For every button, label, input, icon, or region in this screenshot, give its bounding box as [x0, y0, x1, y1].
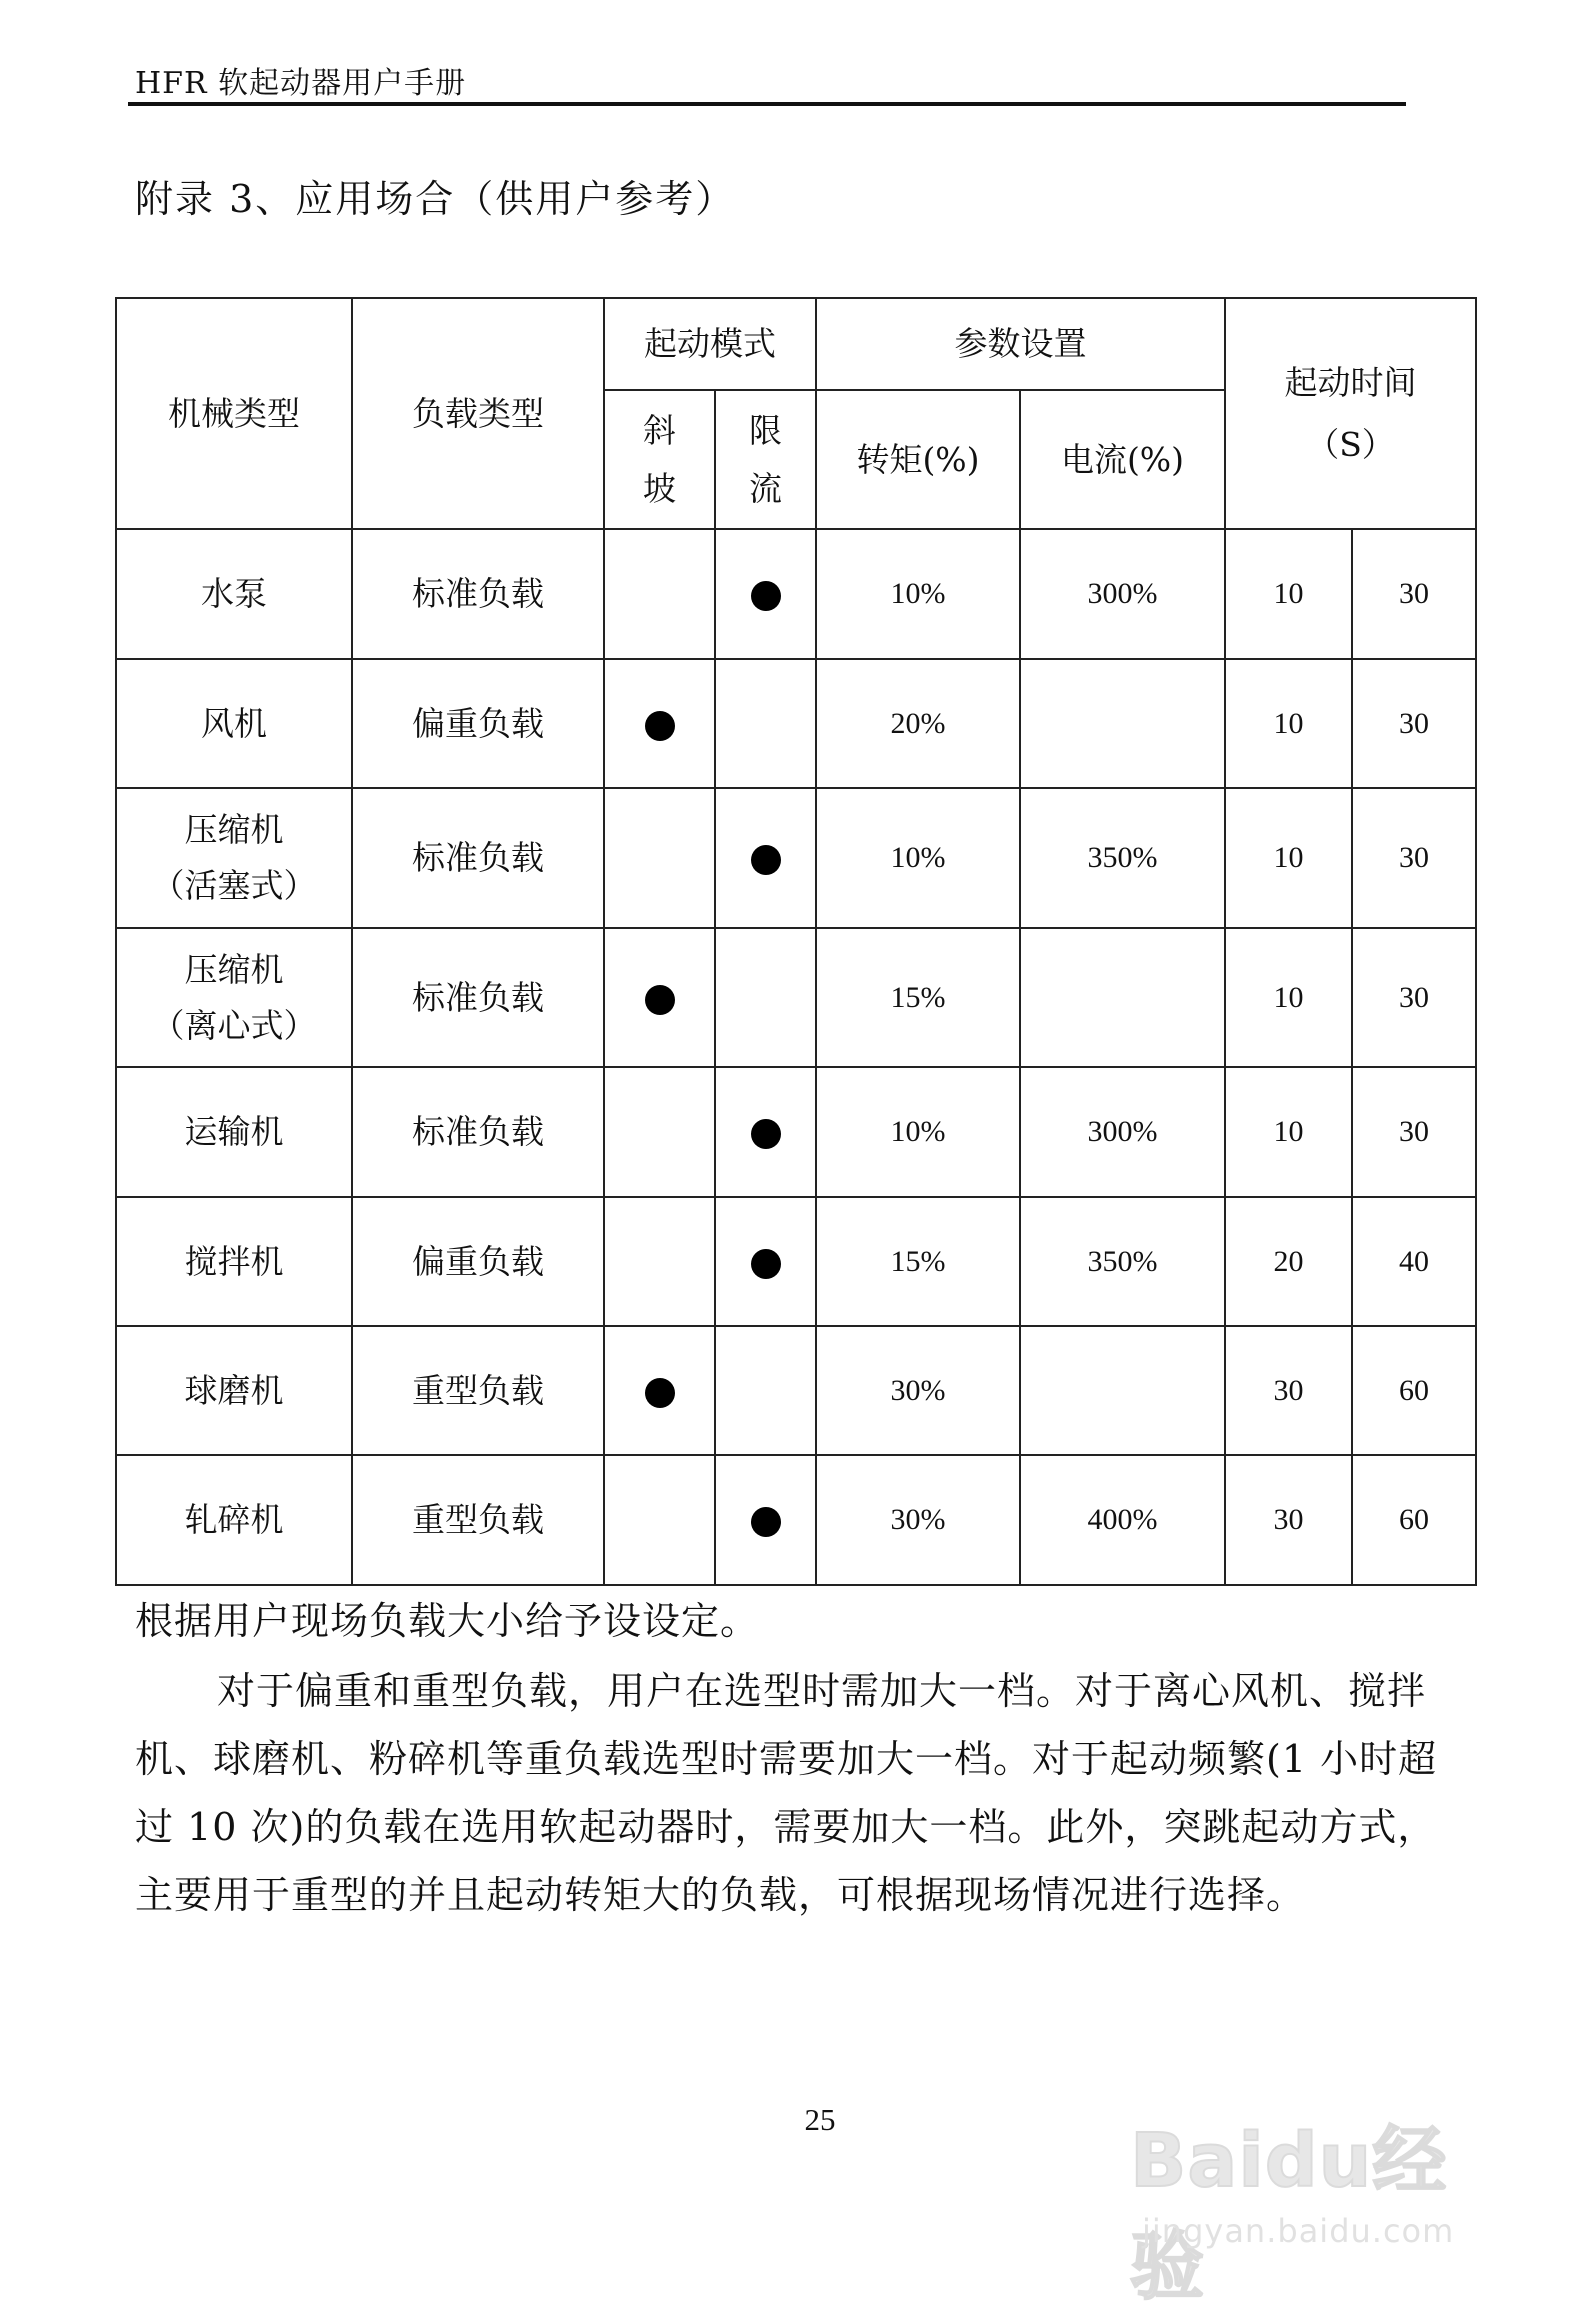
machine-name: 水泵 [201, 574, 267, 614]
cell-current [1020, 1326, 1225, 1455]
selected-dot-icon [751, 1249, 781, 1279]
cell-mode-ramp [604, 659, 715, 788]
cell-start-time-min: 10 [1225, 659, 1352, 788]
table-row [116, 928, 1476, 1067]
header-mode-ramp-line2: 坡 [643, 468, 676, 508]
cell-mode-limit [715, 529, 816, 659]
cell-torque: 15% [816, 928, 1020, 1067]
cell-start-time-min: 10 [1225, 1067, 1352, 1197]
header-rule [128, 102, 1406, 106]
cell-start-time-min: 30 [1225, 1326, 1352, 1455]
page-number: 25 [804, 2102, 836, 2137]
cell-mode-ramp [604, 1455, 715, 1585]
cell-machine-type [116, 928, 352, 1067]
cell-load-type: 重型负载 [352, 1455, 604, 1585]
header-params: 参数设置 [816, 298, 1225, 390]
selected-dot-icon [645, 985, 675, 1015]
cell-mode-ramp [604, 788, 715, 928]
cell-torque: 15% [816, 1197, 1020, 1326]
cell-machine-type [116, 659, 352, 788]
cell-start-time-min: 10 [1225, 788, 1352, 928]
cell-torque: 10% [816, 1067, 1020, 1197]
header-load-type: 负载类型 [352, 298, 604, 529]
cell-start-time-max: 60 [1352, 1326, 1476, 1455]
header-torque: 转矩(%) [816, 390, 1020, 529]
cell-mode-limit [715, 1067, 816, 1197]
cell-machine-type [116, 1326, 352, 1455]
cell-torque: 30% [816, 1455, 1020, 1585]
cell-torque: 20% [816, 659, 1020, 788]
cell-mode-ramp [604, 928, 715, 1067]
selected-dot-icon [751, 581, 781, 611]
cell-mode-ramp [604, 529, 715, 659]
cell-mode-limit [715, 659, 816, 788]
table-row [116, 659, 1476, 788]
selected-dot-icon [645, 711, 675, 741]
baidu-watermark [1130, 2062, 1510, 2310]
table-row [116, 1067, 1476, 1197]
selected-dot-icon [751, 845, 781, 875]
cell-mode-ramp [604, 1326, 715, 1455]
cell-torque: 10% [816, 529, 1020, 659]
cell-mode-limit [715, 788, 816, 928]
cell-load-type: 重型负载 [352, 1326, 604, 1455]
table-row [116, 1455, 1476, 1585]
cell-start-time-min: 20 [1225, 1197, 1352, 1326]
cell-load-type: 标准负载 [352, 788, 604, 928]
cell-mode-limit [715, 1197, 816, 1326]
cell-load-type: 标准负载 [352, 928, 604, 1067]
section-title: 附录 3、应用场合（供用户参考） [135, 177, 736, 221]
application-table [115, 297, 1477, 1586]
cell-current [1020, 659, 1225, 788]
cell-current: 300% [1020, 1067, 1225, 1197]
cell-current: 400% [1020, 1455, 1225, 1585]
table-row [116, 1197, 1476, 1326]
cell-start-time-min: 30 [1225, 1455, 1352, 1585]
cell-mode-ramp [604, 1067, 715, 1197]
selected-dot-icon [645, 1378, 675, 1408]
machine-name: 风机 [201, 703, 267, 743]
header-mode-ramp [604, 390, 715, 529]
header-start-time-label: 起动时间 [1284, 362, 1417, 402]
watermark-url: jingyan.baidu.com [1142, 2212, 1455, 2250]
cell-load-type: 偏重负载 [352, 659, 604, 788]
cell-load-type: 标准负载 [352, 529, 604, 659]
header-mode-ramp-line1: 斜 [643, 410, 676, 450]
header-mode-limit [715, 390, 816, 529]
cell-machine-type [116, 529, 352, 659]
cell-current: 300% [1020, 529, 1225, 659]
machine-name: 压缩机 [184, 949, 284, 989]
cell-start-time-max: 60 [1352, 1455, 1476, 1585]
cell-machine-type [116, 1455, 352, 1585]
cell-start-time-max: 30 [1352, 529, 1476, 659]
cell-load-type: 偏重负载 [352, 1197, 604, 1326]
cell-mode-limit [715, 928, 816, 1067]
cell-machine-type [116, 1067, 352, 1197]
machine-name: 轧碎机 [184, 1500, 284, 1540]
cell-start-time-max: 30 [1352, 788, 1476, 928]
machine-subtype: （离心式） [151, 1005, 317, 1045]
cell-start-time-min: 10 [1225, 529, 1352, 659]
header-start-time [1225, 298, 1476, 529]
body-paragraph-2: 对于偏重和重型负载，用户在选型时需加大一档。对于离心风机、搅拌机、球磨机、粉碎机等重负载选型时需要加大一档。对于起动频繁(1 小时超过 10 次)的负载在选用软起动器时，需要加大一档。此外，突跳起动方式，主要用于重型的并且起动转矩大的负载，可根据现场情况进行选择。 [135, 1669, 1438, 1917]
table-row [116, 788, 1476, 928]
cell-machine-type [116, 1197, 352, 1326]
watermark-brand: Baidu经验 [1130, 2118, 1448, 2310]
cell-current: 350% [1020, 1197, 1225, 1326]
cell-start-time-max: 30 [1352, 659, 1476, 788]
cell-load-type: 标准负载 [352, 1067, 604, 1197]
table-row [116, 1326, 1476, 1455]
cell-machine-type [116, 788, 352, 928]
body-paragraph-1: 根据用户现场负载大小给予设设定。 [135, 1599, 760, 1643]
cell-current: 350% [1020, 788, 1225, 928]
header-machine-type: 机械类型 [116, 298, 352, 529]
cell-current [1020, 928, 1225, 1067]
header-current: 电流(%) [1020, 390, 1225, 529]
cell-mode-limit [715, 1326, 816, 1455]
cell-start-time-max: 30 [1352, 928, 1476, 1067]
cell-mode-limit [715, 1455, 816, 1585]
header-start-time-unit: （S） [1306, 424, 1395, 464]
machine-name: 球磨机 [184, 1370, 284, 1410]
machine-name: 搅拌机 [184, 1241, 284, 1281]
cell-torque: 10% [816, 788, 1020, 928]
header-mode-limit-line2: 流 [749, 468, 782, 508]
cell-start-time-max: 30 [1352, 1067, 1476, 1197]
machine-name: 运输机 [184, 1112, 284, 1152]
header-mode-limit-line1: 限 [749, 410, 782, 450]
selected-dot-icon [751, 1507, 781, 1537]
machine-name: 压缩机 [184, 810, 284, 850]
machine-subtype: （活塞式） [151, 866, 317, 905]
cell-torque: 30% [816, 1326, 1020, 1455]
header-start-mode: 起动模式 [604, 298, 816, 390]
selected-dot-icon [751, 1119, 781, 1149]
cell-start-time-min: 10 [1225, 928, 1352, 1067]
cell-mode-ramp [604, 1197, 715, 1326]
table-row [116, 529, 1476, 659]
header-title: HFR 软起动器用户手册 [135, 66, 467, 101]
cell-start-time-max: 40 [1352, 1197, 1476, 1326]
